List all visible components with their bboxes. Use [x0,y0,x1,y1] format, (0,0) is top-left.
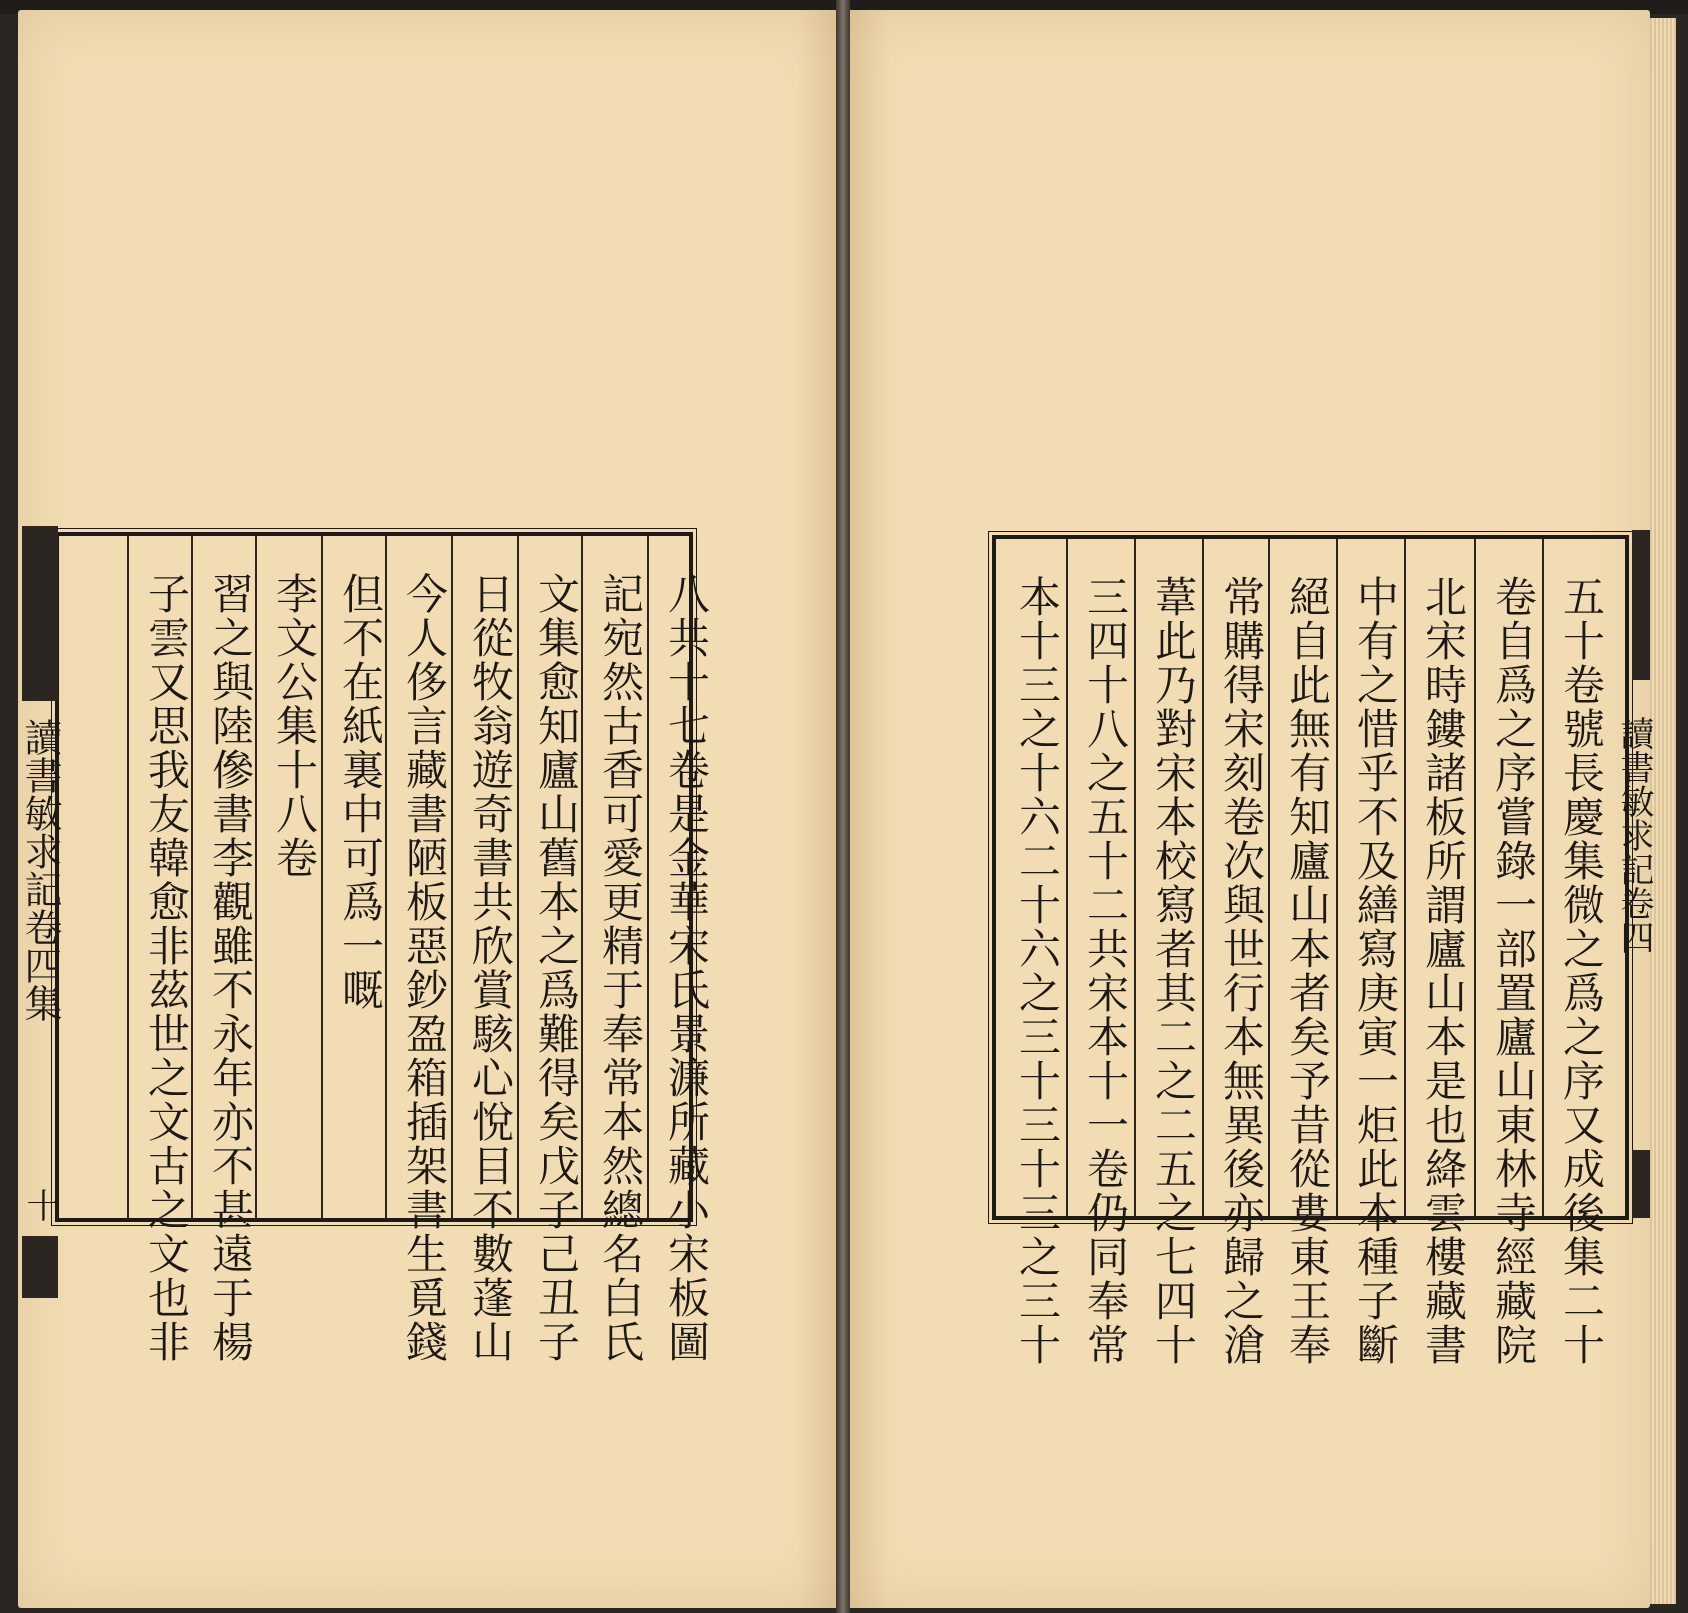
text-column: 子雲又思我友韓愈非茲世之文古之文也非 [142,572,191,1364]
fishtail-lower-right [1632,1150,1650,1218]
column-rule [1474,539,1476,1216]
column-rule [127,536,129,1218]
text-column: 日從牧翁遊奇書共欣賞駭心悅目不數蓬山 [466,572,515,1364]
text-column: 絕自此無有知廬山本者矣予昔從婁東王奉 [1283,575,1332,1367]
folio-number: 十 [20,1188,60,1222]
text-column: 葦此乃對宋本校寫者其二之二五之七四十 [1149,575,1198,1367]
text-column: 三四十八之五十二共宋本十一卷仍同奉常 [1081,575,1130,1367]
left-page-text-frame [55,532,711,1364]
text-column: 習之與陸傪書李觀雖不永年亦不甚遠于楊 [206,572,255,1364]
text-column: 文集愈知廬山舊本之爲難得矣戊子己丑子 [532,572,581,1364]
text-column: 記宛然古香可愛更精于奉常本然總名白氏 [596,572,645,1364]
fishtail-upper-right [1632,530,1650,680]
margin-title-right: 讀書敏求記卷四 [1614,716,1654,954]
text-column: 卷自爲之序嘗錄一部置廬山東林寺經藏院 [1489,575,1538,1367]
text-column: 中有之惜乎不及繕寫庚寅一炬此本種子斷 [1351,575,1400,1367]
text-column: 常購得宋刻卷次與世行本無異後亦歸之滄 [1217,575,1266,1367]
margin-title: 讀書敏求記卷四集 [18,718,62,1022]
text-column: 今人侈言藏書陋板惡鈔盈箱插架書生覓錢 [400,572,449,1364]
text-column: 北宋時鏤諸板所謂廬山本是也絳雲樓藏書 [1419,575,1468,1367]
text-column: 八共十七卷是金華宋氏景濂所藏小宋板圖 [662,572,711,1364]
text-column: 五十卷號長慶集微之爲之序又成後集二十 [1557,575,1606,1367]
text-column: 本十三之十六二十六之三十三十三之三十 [1013,575,1062,1367]
book-spine [836,0,850,1613]
text-column: 但不在紙裏中可爲一嘅 [336,572,385,1012]
right-page-text-frame [992,535,1629,1367]
text-column: 李文公集十八卷 [270,572,319,880]
fishtail-upper [22,526,58,701]
fishtail-lower [22,1236,58,1298]
